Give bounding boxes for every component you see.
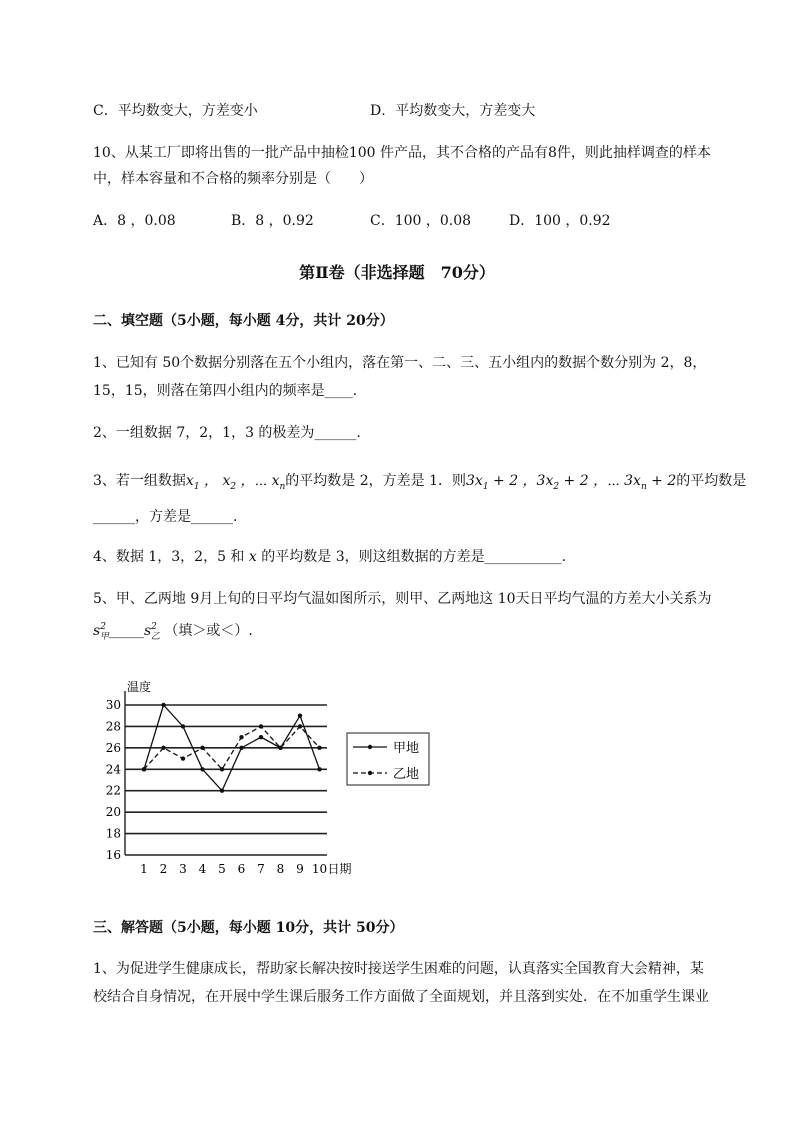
legend-marker-2 (368, 771, 372, 775)
x-tick-label-1: 1 (140, 862, 148, 876)
fill-q4 (93, 546, 566, 566)
y-tick-label-28: 28 (105, 719, 121, 734)
q10-option-b: B．8 ，0.92 (231, 213, 314, 229)
x-axis-label: 日期 (327, 862, 352, 876)
q10-option-d: D．100 ，0.92 (509, 213, 611, 229)
y-tick-label-26: 26 (105, 740, 121, 755)
series-2-point-1 (142, 767, 146, 771)
y-tick-label-22: 22 (105, 783, 121, 798)
fill-q5-var-jia: $s^2_甲$ (93, 622, 109, 642)
legend-marker-1 (368, 745, 372, 749)
y-tick-label-18: 18 (105, 826, 121, 841)
q10-stem-line2: 中，样本容量和不合格的频率分别是（ ） (93, 171, 373, 187)
fill-section-heading: 二、填空题（5小题，每小题 4分，共计 20分） (93, 313, 394, 329)
x-tick-label-5: 5 (218, 862, 226, 876)
fill-q1-line1: 1、已知有 50个数据分别落在五个小组内，落在第一、二、三、五小组内的数据个数分别为 2，8， (93, 355, 707, 371)
x-tick-label-6: 6 (237, 862, 246, 876)
series-1-point-2 (161, 703, 165, 707)
series-2-point-9 (298, 724, 302, 728)
y-tick-label-16: 16 (105, 848, 121, 862)
temperature-line-chart (95, 675, 435, 885)
answer-q1-line2: 校结合自身情况，在开展中学生课后服务工作方面做了全面规划，并且落到实处．在不加重学生课业 (93, 989, 709, 1005)
x-tick-label-9: 9 (296, 862, 304, 876)
fill-q3-suffix: 的平均数是 (676, 473, 747, 489)
fill-q4-suffix: 的平均数是 3，则这组数据的方差是___________. (261, 549, 567, 565)
answer-q1-line1: 1、为促进学生健康成长，帮助家长解决按时接送学生困难的问题，认真落实全国教育大会精神，某 (93, 961, 704, 977)
fill-q5-var-yi: $s^2_乙$ (143, 622, 160, 642)
series-2-point-3 (181, 756, 185, 760)
series-1-point-10 (317, 767, 321, 771)
series-1-point-3 (181, 724, 185, 728)
part2-title: 第Ⅱ卷（非选择题 70分） (299, 263, 495, 282)
y-tick-label-30: 30 (105, 698, 121, 712)
x-tick-label-4: 4 (198, 862, 207, 876)
fill-q5-tail: （填＞或＜）. (164, 623, 253, 639)
x-tick-label-7: 7 (257, 862, 265, 876)
fill-q5-line2 (93, 620, 253, 642)
fill-q3-line1 (93, 470, 746, 492)
fill-q3-data-set: $x_1$ ， $x_2$ ，⋯ $x_n$ (185, 473, 286, 492)
series-1-point-7 (259, 735, 263, 739)
fill-q3-transformed-set: $3x_1 + 2$ ，$3x_2 + 2$ ，⋯ $3x_n + 2$ (466, 473, 677, 492)
x-tick-label-8: 8 (276, 862, 285, 876)
series-2-point-8 (278, 746, 282, 750)
x-tick-label-2: 2 (159, 862, 168, 876)
fill-q1-line2: 15，15，则落在第四小组内的频率是____. (93, 383, 358, 399)
x-tick-label-3: 3 (179, 862, 187, 876)
series-2-point-10 (317, 746, 321, 750)
q10-option-c: C．100 ，0.08 (370, 213, 472, 229)
fill-q4-prefix: 4、数据 1，3，2，5 和 (93, 549, 245, 565)
fill-q3-line2: ______，方差是______. (93, 509, 238, 525)
fill-q3-middle: 的平均数是 2，方差是 1．则 (285, 473, 467, 489)
fill-q3-prefix: 3、若一组数据 (93, 473, 186, 489)
series-2-point-2 (161, 746, 165, 750)
series-1-point-5 (220, 789, 224, 793)
series-1-point-6 (239, 746, 243, 750)
fill-q2: 2、一组数据 7，2，1，3 的极差为______. (93, 425, 361, 441)
answer-section-heading: 三、解答题（5小题，每小题 10分，共计 50分） (93, 920, 404, 936)
q9-option-d: D．平均数变大，方差变大 (370, 103, 536, 119)
series-2-point-4 (200, 746, 204, 750)
series-1-point-9 (298, 714, 302, 718)
series-1-point-4 (200, 767, 204, 771)
q10-option-a: A．8 ，0.08 (93, 213, 176, 229)
legend-label-1: 甲地 (393, 741, 420, 756)
y-axis-label: 温度 (127, 680, 152, 694)
x-tick-label-10: 10 (311, 862, 328, 876)
legend-label-2: 乙地 (393, 767, 420, 782)
fill-q4-variable: x (248, 549, 257, 565)
series-2-point-6 (239, 735, 243, 739)
fill-q5-blank: _____ (108, 623, 144, 639)
y-tick-label-24: 24 (105, 762, 121, 777)
series-2-point-7 (259, 724, 263, 728)
fill-q5-line1: 5、甲、乙两地 9月上旬的日平均气温如图所示，则甲、乙两地这 10天日平均气温的方差大小关系为 (93, 591, 712, 607)
y-tick-label-20: 20 (105, 805, 121, 820)
series-2-point-5 (220, 767, 224, 771)
q10-stem-line1: 10、从某工厂即将出售的一批产品中抽检100 件产品，其不合格的产品有8件，则此抽样调查的样本 (93, 145, 711, 161)
q9-option-c: C．平均数变大，方差变小 (93, 103, 258, 119)
